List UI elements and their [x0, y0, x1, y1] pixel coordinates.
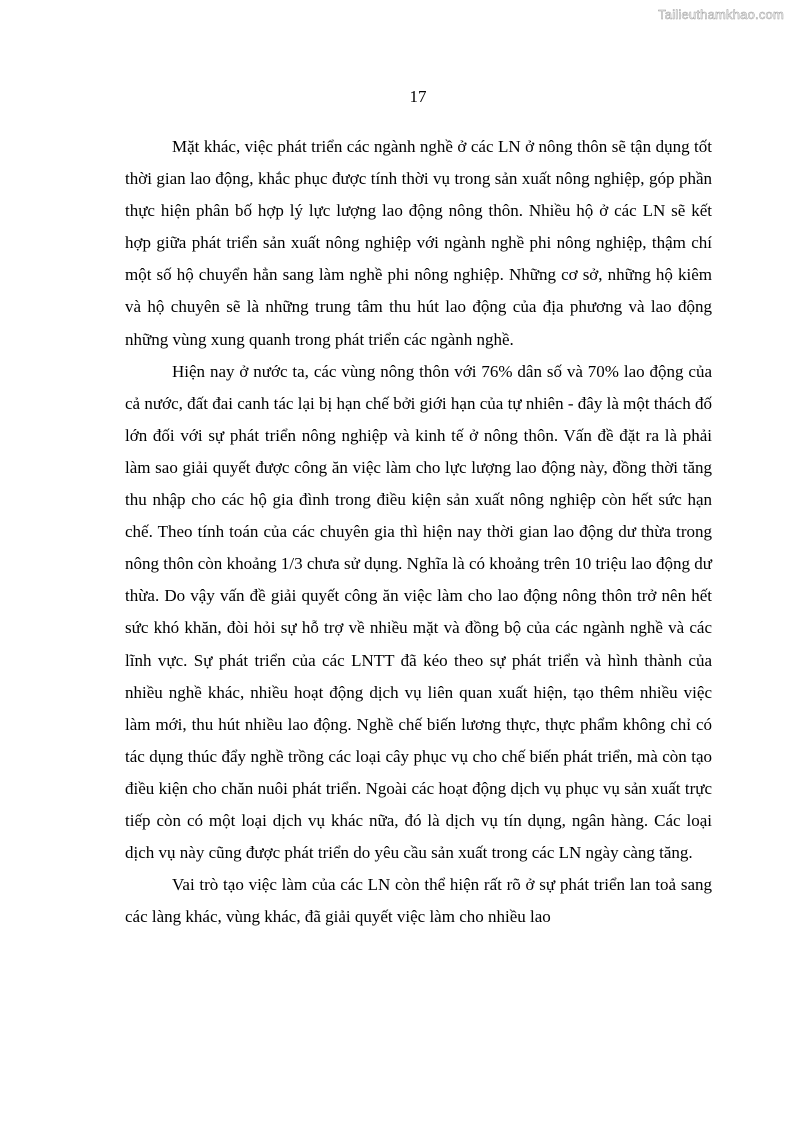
paragraph-3: Vai trò tạo việc làm của các LN còn thể hiện rất rõ ở sự phát triển lan toả sang các làng khác, vùng khác, đã giải quyết việc làm cho nhiều lao — [125, 875, 712, 927]
watermark-text: Tailieuthamkhao.com — [658, 7, 784, 22]
paragraph-1: Mặt khác, việc phát triển các ngành nghề ở các LN ở nông thôn sẽ tận dụng tốt thời gian lao động, khắc phục được tính thời vụ trong sản xuất nông nghiệp, góp phần thực hiện phân bố hợp lý lực lượng lao động nông thôn. Nhiều hộ ở các LN sẽ kết hợp giữa phát triển sản xuất nông nghiệp với ngành nghề phi nông nghiệp, thậm chí một số hộ chuyển hẳn sang làm nghề phi nông nghiệp. Những cơ sở, những hộ kiêm và hộ chuyên sẽ là những trung tâm thu hút lao động của địa phương và lao động những vùng xung quanh trong phát triển các ngành nghề. — [125, 137, 712, 349]
body-text — [125, 131, 712, 933]
page-number: 17 — [409, 87, 427, 106]
paragraph-2: Hiện nay ở nước ta, các vùng nông thôn với 76% dân số và 70% lao động của cả nước, đất đai canh tác lại bị hạn chế bởi giới hạn của tự nhiên - đây là một thách đố lớn đối với sự phát triển nông nghiệp và kinh tế ở nông thôn. Vấn đề đặt ra là phải làm sao giải quyết được công ăn việc làm cho lực lượng lao động này, đồng thời tăng thu nhập cho các hộ gia đình trong điều kiện sản xuất nông nghiệp còn hết sức hạn chế. Theo tính toán của các chuyên gia thì hiện nay thời gian lao động dư thừa trong nông thôn còn khoảng 1/3 chưa sử dụng. Nghĩa là có khoảng trên 10 triệu lao động dư thừa. Do vậy vấn đề giải quyết công ăn việc làm cho lao động nông thôn trở nên hết sức khó khăn, đòi hỏi sự hỗ trợ về nhiều mặt và đồng bộ của các ngành nghề và các lĩnh vực. Sự phát triển của các LNTT đã kéo theo sự phát triển và hình thành của nhiều nghề khác, nhiều hoạt động dịch vụ liên quan xuất hiện, tạo thêm nhiều việc làm mới, thu hút nhiều lao động. Nghề chế biến lương thực, thực phẩm không chỉ có tác dụng thúc đẩy nghề trồng các loại cây phục vụ cho chế biến phát triển, mà còn tạo điều kiện cho chăn nuôi phát triển. Ngoài các hoạt động dịch vụ phục vụ sản xuất trực tiếp còn có một loại dịch vụ khác nữa, đó là dịch vụ tín dụng, ngân hàng. Các loại dịch vụ này cũng được phát triển do yêu cầu sản xuất trong các LN ngày càng tăng. — [125, 361, 712, 863]
